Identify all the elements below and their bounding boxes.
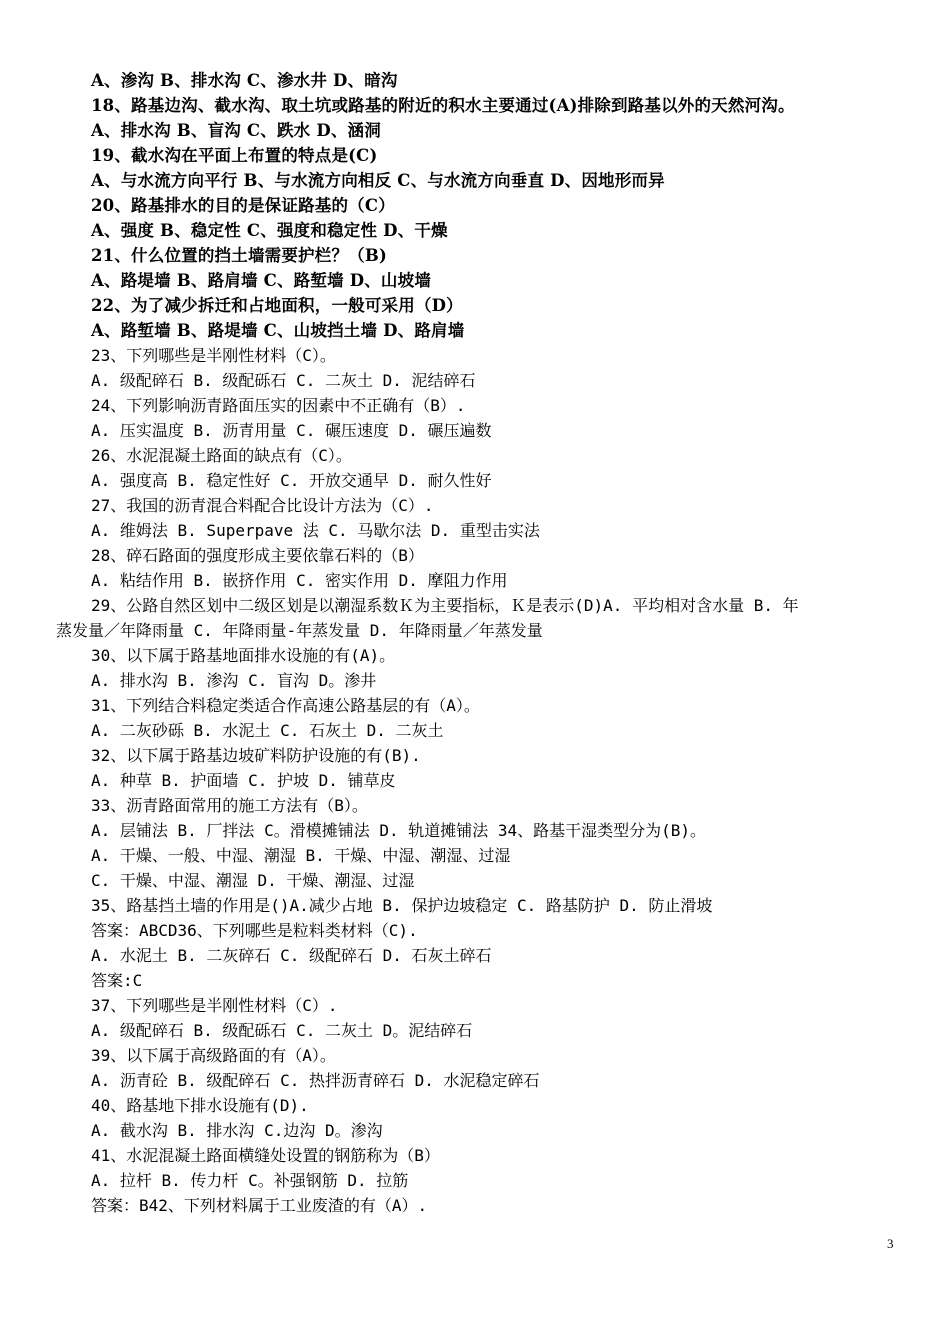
text-line: 41、水泥混凝土路面横缝处设置的钢筋称为（B） — [91, 1146, 440, 1165]
text-line: A. 水泥土 B. 二灰碎石 C. 级配碎石 D. 石灰土碎石 — [91, 946, 492, 965]
text-line: 32、以下属于路基边坡矿料防护设施的有(B). — [91, 746, 421, 765]
text-line: 29、公路自然区划中二级区划是以潮湿系数Ｋ为主要指标，Ｋ是表示(D)A. 平均相对含水量 B. 年 — [91, 596, 799, 615]
text-line: A. 级配碎石 B. 级配砾石 C. 二灰土 D。泥结碎石 — [91, 1021, 473, 1040]
text-line: 19、截水沟在平面上布置的特点是(C) — [91, 146, 378, 165]
text-line: A. 维姆法 B. Superpave 法 C. 马歇尔法 D. 重型击实法 — [91, 521, 540, 540]
text-line: 35、路基挡土墙的作用是()A.减少占地 B. 保护边坡稳定 C. 路基防护 D. 防止滑坡 — [91, 896, 713, 915]
text-line: 26、水泥混凝土路面的缺点有（C）。 — [91, 446, 352, 465]
text-line: A、与水流方向平行 B、与水流方向相反 C、与水流方向垂直 D、因地形而异 — [91, 171, 665, 190]
text-line: 39、以下属于高级路面的有（A）。 — [91, 1046, 336, 1065]
text-line: 答案：B42、下列材料属于工业废渣的有（A）. — [91, 1196, 428, 1215]
text-line: C. 干燥、中湿、潮湿 D. 干燥、潮湿、过湿 — [91, 871, 415, 890]
text-line: 蒸发量／年降雨量 C. 年降雨量-年蒸发量 D. 年降雨量／年蒸发量 — [56, 621, 543, 640]
question-list — [56, 68, 916, 1218]
text-line: 28、碎石路面的强度形成主要依靠石料的（B） — [91, 546, 424, 565]
text-line: 18、路基边沟、截水沟、取土坑或路基的附近的积水主要通过(A)排除到路基以外的天然河沟。 — [91, 96, 795, 115]
text-line: 33、沥青路面常用的施工方法有（B）。 — [91, 796, 368, 815]
text-line: 37、下列哪些是半刚性材料（C）. — [91, 996, 338, 1015]
text-line: A、强度 B、稳定性 C、强度和稳定性 D、干燥 — [91, 221, 448, 240]
text-line: A. 层铺法 B. 厂拌法 C。滑模摊铺法 D. 轨道摊铺法 34、路基干湿类型分为(B)。 — [91, 821, 707, 840]
text-line: A. 排水沟 B. 渗沟 C. 盲沟 D。渗井 — [91, 671, 377, 690]
text-line: A. 压实温度 B. 沥青用量 C. 碾压速度 D. 碾压遍数 — [91, 421, 492, 440]
text-line: 20、路基排水的目的是保证路基的（C） — [91, 196, 395, 215]
text-line: 答案:C — [91, 971, 143, 990]
text-line: A、路堤墙 B、路肩墙 C、路堑墙 D、山坡墙 — [91, 271, 432, 290]
text-line: A. 沥青砼 B. 级配碎石 C. 热拌沥青碎石 D. 水泥稳定碎石 — [91, 1071, 540, 1090]
text-line: 40、路基地下排水设施有(D). — [91, 1096, 309, 1115]
text-line: A、排水沟 B、盲沟 C、跌水 D、涵洞 — [91, 121, 381, 140]
text-line: A. 截水沟 B. 排水沟 C.边沟 D。渗沟 — [91, 1121, 383, 1140]
text-line: 27、我国的沥青混合料配合比设计方法为（C）. — [91, 496, 434, 515]
text-line: 23、下列哪些是半刚性材料（C）。 — [91, 346, 336, 365]
text-line: A、渗沟 B、排水沟 C、渗水井 D、暗沟 — [91, 71, 398, 90]
text-line: 答案：ABCD36、下列哪些是粒料类材料（C). — [91, 921, 418, 940]
text-line: 31、下列结合料稳定类适合作高速公路基层的有（A）。 — [91, 696, 480, 715]
text-line: A. 强度高 B. 稳定性好 C. 开放交通早 D. 耐久性好 — [91, 471, 492, 490]
text-line: A. 干燥、一般、中湿、潮湿 B. 干燥、中湿、潮湿、过湿 — [91, 846, 511, 865]
text-line: 30、以下属于路基地面排水设施的有(A)。 — [91, 646, 396, 665]
text-line: 24、下列影响沥青路面压实的因素中不正确有（B）. — [91, 396, 466, 415]
text-line: A. 级配碎石 B. 级配砾石 C. 二灰土 D. 泥结碎石 — [91, 371, 476, 390]
page-number: 3 — [887, 1236, 894, 1251]
text-line: 22、为了减少拆迁和占地面积，一般可采用（D） — [91, 296, 463, 315]
text-line: 21、什么位置的挡土墙需要护栏？（B) — [91, 246, 388, 265]
text-line: A. 种草 B. 护面墙 C. 护坡 D. 铺草皮 — [91, 771, 396, 790]
text-line: A. 粘结作用 B. 嵌挤作用 C. 密实作用 D. 摩阻力作用 — [91, 571, 508, 590]
text-line: A. 拉杆 B. 传力杆 C。补强钢筋 D. 拉筋 — [91, 1171, 409, 1190]
text-line: A. 二灰砂砾 B. 水泥土 C. 石灰土 D. 二灰土 — [91, 721, 444, 740]
text-line: A、路堑墙 B、路堤墙 C、山坡挡土墙 D、路肩墙 — [91, 321, 465, 340]
